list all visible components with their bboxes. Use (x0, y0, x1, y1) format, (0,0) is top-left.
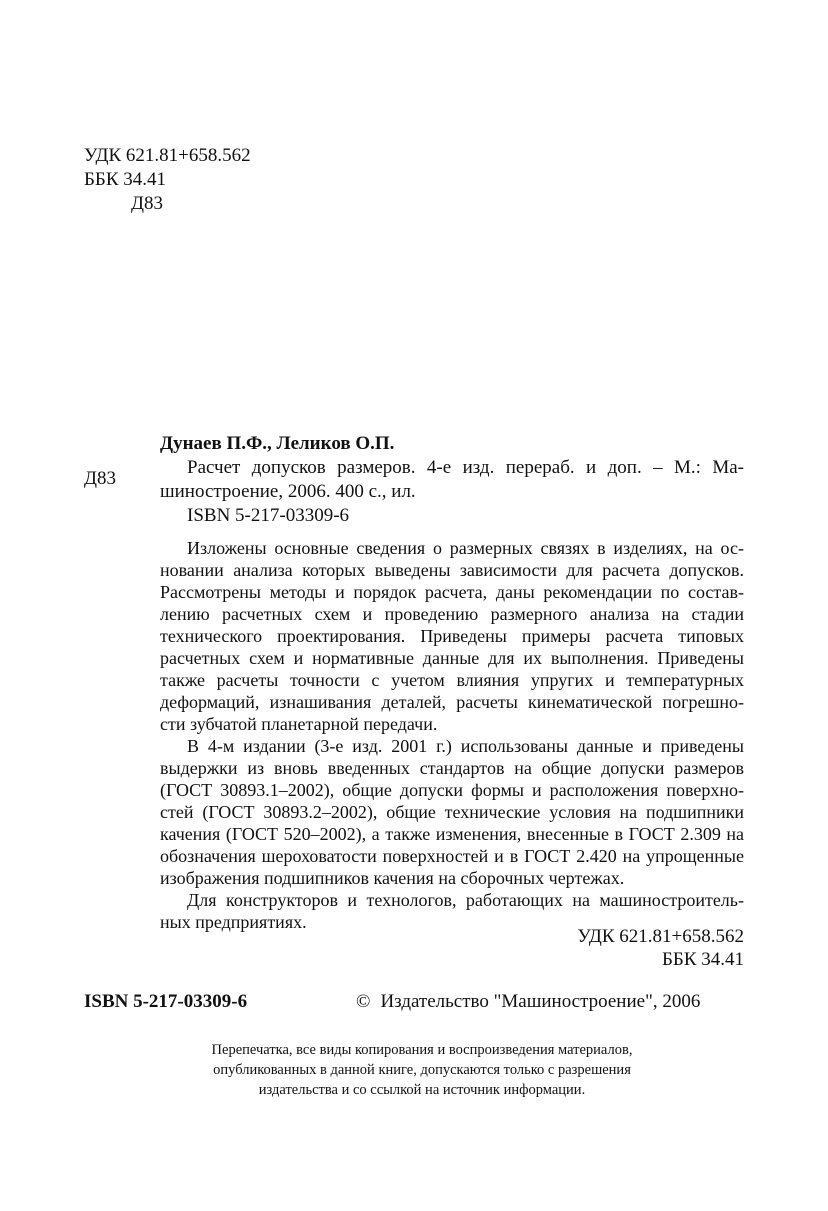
abstract-line: сти зубчатой планетарной передачи. (160, 714, 438, 734)
isbn: ISBN 5-217-03309-6 (84, 991, 248, 1012)
bibliographic-description (160, 456, 744, 528)
copyright (356, 990, 700, 1014)
abstract-line: Изложены основные сведения о размерных связях в изделиях, на ос- (187, 538, 744, 558)
abstract-line: ных предприятиях. (160, 912, 307, 932)
abstract-line: В 4-м издании (3-е изд. 2001 г.) использованы данные и приведены (187, 736, 744, 756)
abstract-line: новании анализа которых выведены зависимости для расчета допусков. (160, 560, 744, 580)
abstract (160, 537, 744, 933)
abstract-line: обозначения шероховатости поверхностей и в ГОСТ 2.420 на упрощенные (160, 846, 744, 866)
abstract-line: Рассмотрены методы и порядок расчета, даны рекомендации по состав- (160, 582, 744, 602)
copyright-text: Издательство "Машиностроение", 2006 (380, 991, 701, 1012)
bib-line: Расчет допусков размеров. 4-е изд. перераб. и доп. – М.: Ма- (187, 457, 744, 478)
udk-code: УДК 621.81+658.562 (84, 145, 251, 166)
bib-isbn: ISBN 5-217-03309-6 (187, 505, 350, 526)
classification-block (84, 144, 251, 216)
abstract-line: (ГОСТ 30893.1–2002), общие допуски формы и расположения поверхно- (160, 780, 744, 800)
notice-line: опубликованных в данной книге, допускаются только с разрешения (213, 1062, 631, 1078)
bbk-code: ББК 34.41 (84, 169, 166, 190)
authors-heading: Дунаев П.Ф., Леликов О.П. (160, 433, 395, 454)
reprint-notice (130, 1040, 714, 1100)
card-author-sign: Д83 (84, 468, 116, 489)
notice-line: Перепечатка, все виды копирования и воспроизведения материалов, (211, 1042, 633, 1058)
abstract-line: деформаций, изнашивания деталей, расчеты кинематической погрешно- (160, 692, 744, 712)
author-sign: Д83 (131, 193, 163, 214)
notice-line: издательства и со ссылкой на источник информации. (258, 1082, 586, 1098)
bottom-bbk-code: ББК 34.41 (662, 949, 744, 970)
abstract-line: качения (ГОСТ 520–2002), а также изменения, внесенные в ГОСТ 2.309 на (160, 824, 744, 844)
abstract-line: Для конструкторов и технологов, работающих на машиностроитель- (187, 890, 744, 910)
abstract-line: лению расчетных схем и проведению размерного анализа на стадии (160, 604, 744, 624)
abstract-line: также расчеты точности с учетом влияния упругих и температурных (160, 670, 744, 690)
copyright-symbol: © (356, 991, 371, 1012)
abstract-line: расчетных схем и нормативные данные для их выполнения. Приведены (160, 648, 744, 668)
abstract-line: выдержки из вновь введенных стандартов на общие допуски размеров (160, 758, 744, 778)
abstract-line: стей (ГОСТ 30893.2–2002), общие технические условия на подшипники (160, 802, 744, 822)
bottom-classification (160, 925, 744, 971)
bib-line: шиностроение, 2006. 400 с., ил. (160, 481, 416, 502)
abstract-line: технического проектирования. Приведены примеры расчета типовых (160, 626, 744, 646)
abstract-line: изображения подшипников качения на сборочных чертежах. (160, 868, 625, 888)
bottom-udk-code: УДК 621.81+658.562 (577, 926, 744, 947)
